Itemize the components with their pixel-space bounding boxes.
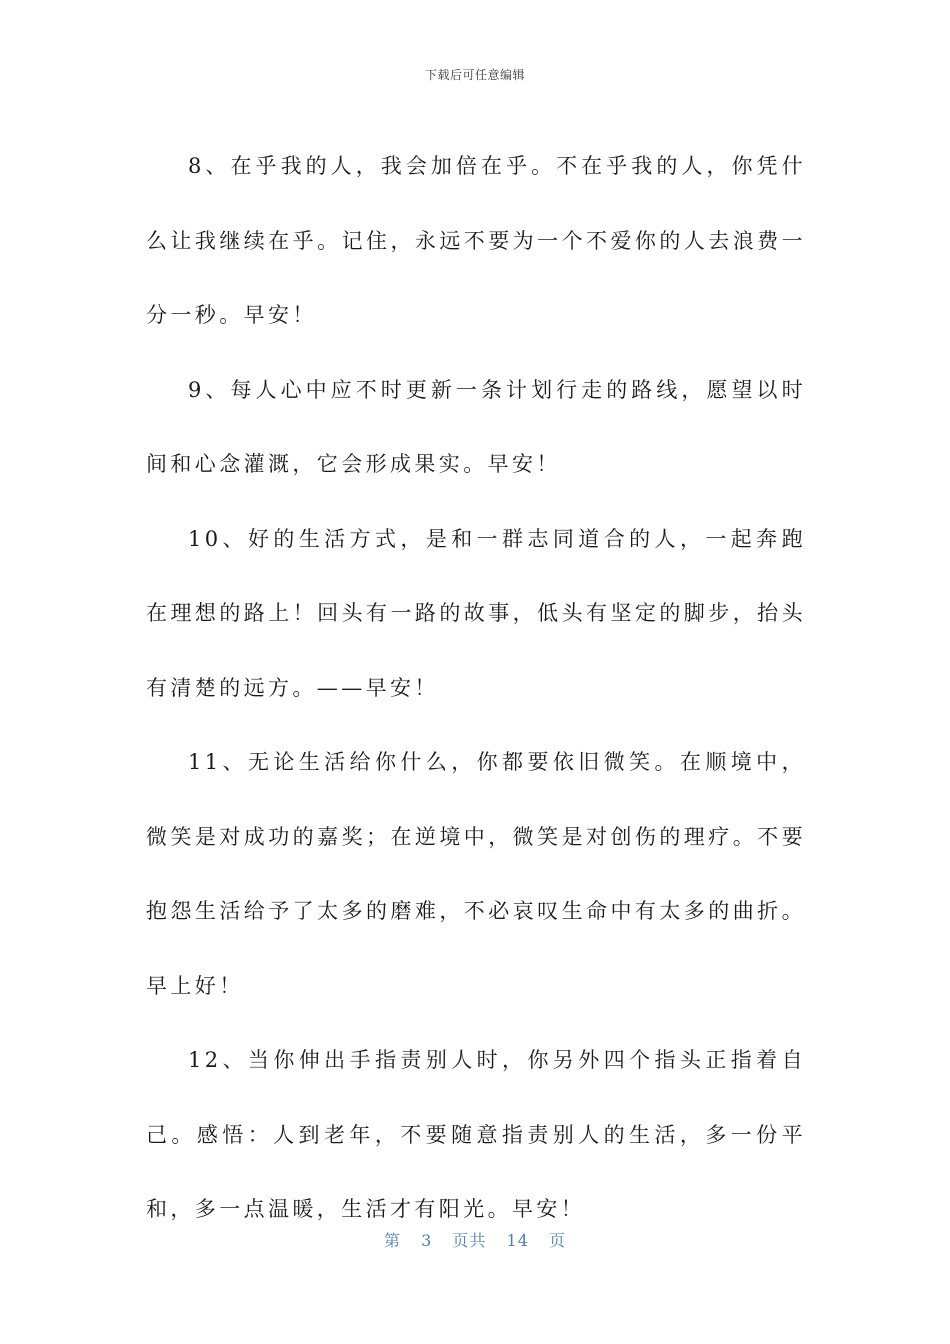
paragraph-8: 8、在乎我的人，我会加倍在乎。不在乎我的人，你凭什么让我继续在乎。记住，永远不要为一个不爱你的人去浪费一分一秒。早安！ (146, 154, 806, 327)
paragraph-11: 11、无论生活给你什么，你都要依旧微笑。在顺境中，微笑是对成功的嘉奖；在逆境中，微笑是对创伤的理疗。不要抱怨生活给予了太多的磨难，不必哀叹生命中有太多的曲折。早上好！ (146, 750, 806, 998)
paragraph-10: 10、好的生活方式，是和一群志同道合的人，一起奔跑在理想的路上！回头有一路的故事，低头有坚定的脚步，抬头有清楚的远方。——早安！ (146, 526, 806, 700)
page-label-prefix: 第 (384, 1231, 402, 1250)
paragraph-12: 12、当你伸出手指责别人时，你另外四个指头正指着自己。感悟：人到老年，不要随意指责别人的生活，多一份平和，多一点温暖，生活才有阳光。早安！ (146, 1048, 806, 1221)
document-body (146, 129, 806, 1247)
paragraph-9: 9、每人心中应不时更新一条计划行走的路线，愿望以时间和心念灌溉，它会形成果实。早安！ (146, 377, 806, 476)
page-label-suffix: 页 (548, 1231, 566, 1250)
header-note: 下载后可任意编辑 (424, 68, 525, 82)
current-page-number: 3 (421, 1231, 433, 1250)
page-label-mid: 页共 (452, 1231, 487, 1250)
total-pages-number: 14 (506, 1231, 529, 1250)
page-number-footer (0, 1228, 950, 1251)
